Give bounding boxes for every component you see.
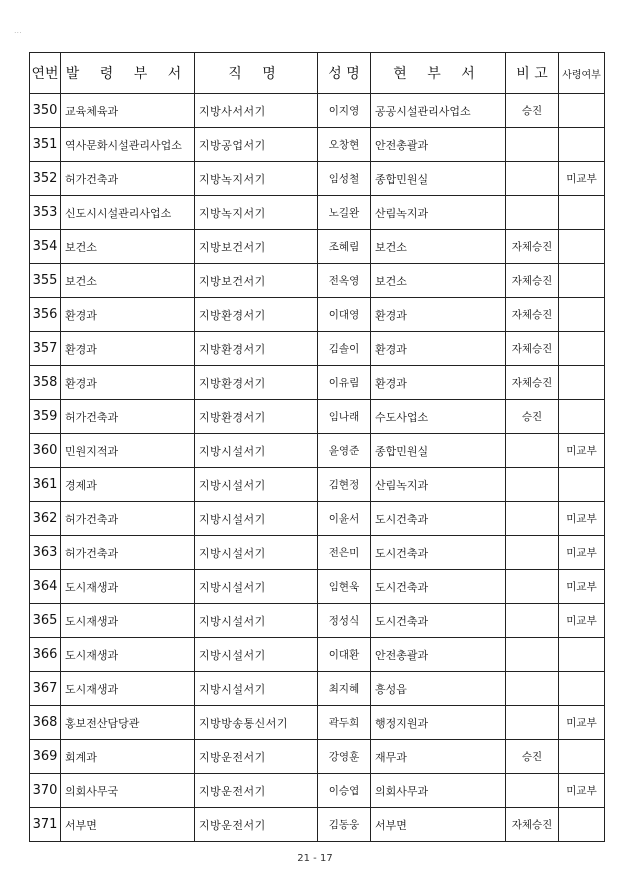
row-assigned-dept: 허가건축과 bbox=[61, 400, 195, 434]
row-note bbox=[506, 604, 559, 638]
row-number: 350 bbox=[30, 94, 61, 128]
row-note: 자체승진 bbox=[506, 808, 559, 842]
row-name: 조혜림 bbox=[318, 230, 371, 264]
row-name: 김현정 bbox=[318, 468, 371, 502]
row-note bbox=[506, 162, 559, 196]
table-row bbox=[30, 366, 605, 400]
table-row bbox=[30, 434, 605, 468]
row-note bbox=[506, 570, 559, 604]
personnel-table bbox=[29, 52, 605, 842]
row-number: 363 bbox=[30, 536, 61, 570]
row-issue-status bbox=[559, 366, 605, 400]
row-issue-status bbox=[559, 638, 605, 672]
page-number: 21 - 17 bbox=[297, 853, 333, 864]
row-issue-status bbox=[559, 400, 605, 434]
table-body bbox=[30, 94, 605, 842]
row-position: 지방환경서기 bbox=[195, 366, 318, 400]
row-name: 이대영 bbox=[318, 298, 371, 332]
row-current-dept: 도시건축과 bbox=[371, 502, 506, 536]
row-number: 369 bbox=[30, 740, 61, 774]
row-current-dept: 수도사업소 bbox=[371, 400, 506, 434]
corner-mark: ... bbox=[14, 26, 22, 35]
row-number: 364 bbox=[30, 570, 61, 604]
header-position: 직 명 bbox=[195, 53, 318, 94]
row-current-dept: 의회사무과 bbox=[371, 774, 506, 808]
row-position: 지방시설서기 bbox=[195, 502, 318, 536]
row-position: 지방녹지서기 bbox=[195, 196, 318, 230]
row-name: 이윤서 bbox=[318, 502, 371, 536]
table-row bbox=[30, 638, 605, 672]
row-position: 지방시설서기 bbox=[195, 638, 318, 672]
row-name: 곽두희 bbox=[318, 706, 371, 740]
header-flag: 사령여부 bbox=[559, 53, 605, 94]
row-assigned-dept: 경제과 bbox=[61, 468, 195, 502]
row-current-dept: 도시건축과 bbox=[371, 536, 506, 570]
row-name: 윤영준 bbox=[318, 434, 371, 468]
row-note: 승진 bbox=[506, 740, 559, 774]
row-issue-status: 미교부 bbox=[559, 536, 605, 570]
row-note bbox=[506, 502, 559, 536]
table-row bbox=[30, 672, 605, 706]
row-issue-status bbox=[559, 298, 605, 332]
header-dept: 발 령 부 서 bbox=[61, 53, 195, 94]
row-position: 지방시설서기 bbox=[195, 536, 318, 570]
table-row bbox=[30, 196, 605, 230]
row-issue-status bbox=[559, 672, 605, 706]
row-current-dept: 행정지원과 bbox=[371, 706, 506, 740]
row-assigned-dept: 민원지적과 bbox=[61, 434, 195, 468]
row-number: 368 bbox=[30, 706, 61, 740]
table-row bbox=[30, 332, 605, 366]
row-assigned-dept: 홍보전산담당관 bbox=[61, 706, 195, 740]
row-number: 356 bbox=[30, 298, 61, 332]
table-row bbox=[30, 706, 605, 740]
row-assigned-dept: 의회사무국 bbox=[61, 774, 195, 808]
row-number: 365 bbox=[30, 604, 61, 638]
row-current-dept: 재무과 bbox=[371, 740, 506, 774]
row-current-dept: 안전총괄과 bbox=[371, 638, 506, 672]
row-position: 지방공업서기 bbox=[195, 128, 318, 162]
row-number: 353 bbox=[30, 196, 61, 230]
row-note bbox=[506, 706, 559, 740]
row-position: 지방녹지서기 bbox=[195, 162, 318, 196]
row-assigned-dept: 도시재생과 bbox=[61, 570, 195, 604]
row-current-dept: 도시건축과 bbox=[371, 570, 506, 604]
row-number: 366 bbox=[30, 638, 61, 672]
header-row bbox=[30, 53, 605, 94]
row-current-dept: 흥성읍 bbox=[371, 672, 506, 706]
row-name: 정성식 bbox=[318, 604, 371, 638]
row-assigned-dept: 역사문화시설관리사업소 bbox=[61, 128, 195, 162]
table-row bbox=[30, 264, 605, 298]
row-name: 임현욱 bbox=[318, 570, 371, 604]
table-row bbox=[30, 570, 605, 604]
row-number: 352 bbox=[30, 162, 61, 196]
row-issue-status bbox=[559, 808, 605, 842]
table-row bbox=[30, 298, 605, 332]
row-current-dept: 보건소 bbox=[371, 264, 506, 298]
row-number: 354 bbox=[30, 230, 61, 264]
row-issue-status bbox=[559, 332, 605, 366]
row-current-dept: 산림녹지과 bbox=[371, 196, 506, 230]
row-name: 전은미 bbox=[318, 536, 371, 570]
row-current-dept: 보건소 bbox=[371, 230, 506, 264]
row-name: 김동웅 bbox=[318, 808, 371, 842]
row-number: 362 bbox=[30, 502, 61, 536]
row-note bbox=[506, 774, 559, 808]
row-position: 지방운전서기 bbox=[195, 740, 318, 774]
row-current-dept: 도시건축과 bbox=[371, 604, 506, 638]
row-note: 자체승진 bbox=[506, 298, 559, 332]
row-position: 지방보건서기 bbox=[195, 230, 318, 264]
row-assigned-dept: 교육체육과 bbox=[61, 94, 195, 128]
row-issue-status bbox=[559, 740, 605, 774]
row-current-dept: 환경과 bbox=[371, 298, 506, 332]
row-name: 이승엽 bbox=[318, 774, 371, 808]
table-row bbox=[30, 400, 605, 434]
row-number: 367 bbox=[30, 672, 61, 706]
row-name: 강영훈 bbox=[318, 740, 371, 774]
row-assigned-dept: 허가건축과 bbox=[61, 502, 195, 536]
row-name: 이대환 bbox=[318, 638, 371, 672]
row-assigned-dept: 도시재생과 bbox=[61, 638, 195, 672]
row-issue-status bbox=[559, 196, 605, 230]
row-assigned-dept: 보건소 bbox=[61, 230, 195, 264]
row-number: 358 bbox=[30, 366, 61, 400]
table-row bbox=[30, 230, 605, 264]
header-note: 비 고 bbox=[506, 53, 559, 94]
row-issue-status: 미교부 bbox=[559, 434, 605, 468]
row-name: 임성철 bbox=[318, 162, 371, 196]
row-issue-status bbox=[559, 264, 605, 298]
table-row bbox=[30, 94, 605, 128]
row-number: 370 bbox=[30, 774, 61, 808]
row-name: 최지혜 bbox=[318, 672, 371, 706]
row-current-dept: 종합민원실 bbox=[371, 162, 506, 196]
row-note bbox=[506, 468, 559, 502]
row-name: 임나래 bbox=[318, 400, 371, 434]
row-note bbox=[506, 196, 559, 230]
table-row bbox=[30, 604, 605, 638]
row-assigned-dept: 서부면 bbox=[61, 808, 195, 842]
row-name: 노길완 bbox=[318, 196, 371, 230]
table-row bbox=[30, 740, 605, 774]
header-current: 현 부 서 bbox=[371, 53, 506, 94]
row-position: 지방운전서기 bbox=[195, 808, 318, 842]
row-number: 355 bbox=[30, 264, 61, 298]
row-note: 자체승진 bbox=[506, 366, 559, 400]
table-row bbox=[30, 128, 605, 162]
row-position: 지방환경서기 bbox=[195, 400, 318, 434]
row-note: 자체승진 bbox=[506, 230, 559, 264]
row-number: 360 bbox=[30, 434, 61, 468]
row-note bbox=[506, 128, 559, 162]
row-note: 자체승진 bbox=[506, 264, 559, 298]
row-note: 승진 bbox=[506, 94, 559, 128]
row-current-dept: 산림녹지과 bbox=[371, 468, 506, 502]
row-note bbox=[506, 672, 559, 706]
row-position: 지방시설서기 bbox=[195, 434, 318, 468]
table-row bbox=[30, 162, 605, 196]
row-assigned-dept: 도시재생과 bbox=[61, 604, 195, 638]
table-row bbox=[30, 502, 605, 536]
row-issue-status bbox=[559, 468, 605, 502]
row-position: 지방시설서기 bbox=[195, 604, 318, 638]
row-assigned-dept: 회계과 bbox=[61, 740, 195, 774]
row-position: 지방보건서기 bbox=[195, 264, 318, 298]
row-number: 357 bbox=[30, 332, 61, 366]
row-name: 이유림 bbox=[318, 366, 371, 400]
row-issue-status bbox=[559, 230, 605, 264]
row-number: 351 bbox=[30, 128, 61, 162]
row-assigned-dept: 도시재생과 bbox=[61, 672, 195, 706]
row-current-dept: 공공시설관리사업소 bbox=[371, 94, 506, 128]
table-row bbox=[30, 468, 605, 502]
row-issue-status: 미교부 bbox=[559, 604, 605, 638]
row-position: 지방방송통신서기 bbox=[195, 706, 318, 740]
row-issue-status: 미교부 bbox=[559, 774, 605, 808]
row-position: 지방시설서기 bbox=[195, 672, 318, 706]
row-issue-status bbox=[559, 94, 605, 128]
row-name: 이지영 bbox=[318, 94, 371, 128]
row-position: 지방시설서기 bbox=[195, 570, 318, 604]
row-issue-status: 미교부 bbox=[559, 570, 605, 604]
row-number: 359 bbox=[30, 400, 61, 434]
row-assigned-dept: 환경과 bbox=[61, 298, 195, 332]
row-issue-status: 미교부 bbox=[559, 162, 605, 196]
row-number: 371 bbox=[30, 808, 61, 842]
row-assigned-dept: 환경과 bbox=[61, 332, 195, 366]
header-no: 연번 bbox=[30, 53, 61, 94]
row-note: 승진 bbox=[506, 400, 559, 434]
row-current-dept: 서부면 bbox=[371, 808, 506, 842]
row-name: 김솔이 bbox=[318, 332, 371, 366]
row-name: 전옥영 bbox=[318, 264, 371, 298]
row-position: 지방시설서기 bbox=[195, 468, 318, 502]
row-position: 지방환경서기 bbox=[195, 298, 318, 332]
row-issue-status: 미교부 bbox=[559, 502, 605, 536]
row-number: 361 bbox=[30, 468, 61, 502]
row-position: 지방환경서기 bbox=[195, 332, 318, 366]
row-assigned-dept: 환경과 bbox=[61, 366, 195, 400]
table-row bbox=[30, 536, 605, 570]
table-row bbox=[30, 774, 605, 808]
row-position: 지방운전서기 bbox=[195, 774, 318, 808]
row-issue-status: 미교부 bbox=[559, 706, 605, 740]
table-row bbox=[30, 808, 605, 842]
row-current-dept: 환경과 bbox=[371, 332, 506, 366]
row-current-dept: 안전총괄과 bbox=[371, 128, 506, 162]
row-assigned-dept: 보건소 bbox=[61, 264, 195, 298]
row-position: 지방사서서기 bbox=[195, 94, 318, 128]
row-issue-status bbox=[559, 128, 605, 162]
row-note: 자체승진 bbox=[506, 332, 559, 366]
row-note bbox=[506, 434, 559, 468]
row-current-dept: 종합민원실 bbox=[371, 434, 506, 468]
header-name: 성 명 bbox=[318, 53, 371, 94]
row-name: 오창현 bbox=[318, 128, 371, 162]
row-note bbox=[506, 536, 559, 570]
row-assigned-dept: 허가건축과 bbox=[61, 162, 195, 196]
row-current-dept: 환경과 bbox=[371, 366, 506, 400]
row-assigned-dept: 허가건축과 bbox=[61, 536, 195, 570]
row-note bbox=[506, 638, 559, 672]
row-assigned-dept: 신도시시설관리사업소 bbox=[61, 196, 195, 230]
